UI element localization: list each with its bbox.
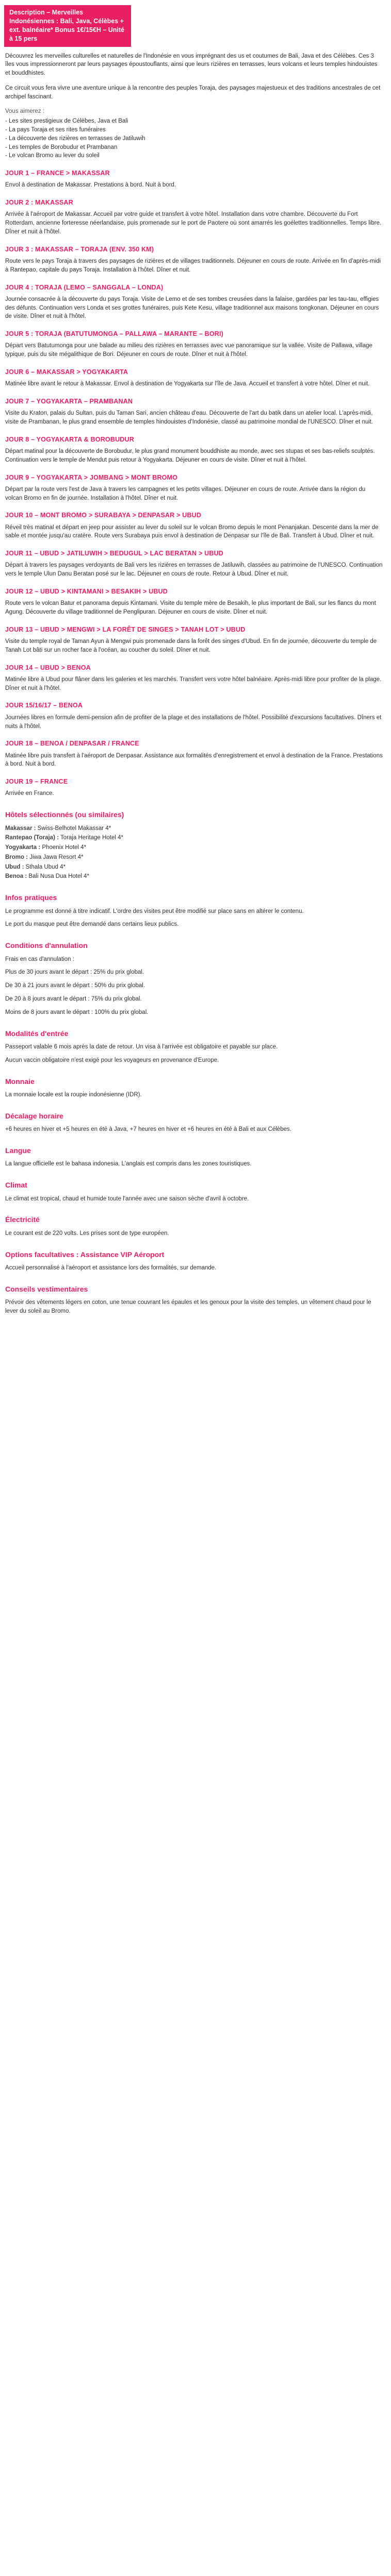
title-banner: Description – Merveilles Indonésiennes : Bali, Java, Célèbes + ext. balnéaire* Bonus 1€/15€H – Unité à 15 pers [4, 5, 131, 47]
hotel-name: Sthala Ubud 4* [24, 863, 66, 870]
itinerary [5, 168, 384, 798]
day-title: JOUR 11 – UBUD > JATILUWIH > BEDUGUL > LAC BERATAN > UBUD [5, 550, 224, 557]
highlights-title: Vous aimerez : [5, 108, 45, 115]
hotel-name: Bali Nusa Dua Hotel 4* [27, 873, 89, 880]
section-paragraph: De 30 à 21 jours avant le départ : 50% du prix global. [5, 982, 145, 989]
highlight-item: - Les sites prestigieux de Célèbes, Java et Bali [5, 118, 128, 125]
section-title: Infos pratiques [5, 893, 57, 902]
section-title: Décalage horaire [5, 1111, 63, 1120]
day-description: Visite du Kraton, palais du Sultan, puis du Taman Sari, ancien château d'eau. Découverte de l'art du batik dans un atelier local. L'après-midi, visite de Prambanan, le plus grand ensemble de temples hindouistes d'Indonésie, classé au patrimoine mondial de l'UNESCO. Dîner et nuit. [5, 410, 373, 425]
day-title: JOUR 4 : TORAJA (LEMO – SANGGALA – LONDA) [5, 283, 164, 291]
section-title: Langue [5, 1146, 31, 1155]
section-paragraph: Le courant est de 220 volts. Les prises sont de type européen. [5, 1230, 169, 1236]
hotel-name: Phoenix Hotel 4* [40, 844, 87, 851]
day-description: Route vers le volcan Batur et panorama depuis Kintamani. Visite du temple mère de Besakih, le plus important de Bali, sur les flancs du mont Agung. Découverte du village traditionnel de Penglipuran. Déjeuner en cours de visite. Dîner et nuit. [5, 600, 376, 616]
intro-paragraph: Ce circuit vous fera vivre une aventure unique à la rencontre des peuples Toraja, des paysages majestueux et des traditions ancestrales de cet archipel fascinant. [5, 84, 381, 100]
section-title: Monnaie [5, 1077, 35, 1086]
day-title: JOUR 2 : MAKASSAR [5, 199, 73, 207]
day-title: JOUR 3 : MAKASSAR – TORAJA (ENV. 350 KM) [5, 245, 154, 253]
section-paragraph: Le climat est tropical, chaud et humide toute l'année avec une saison sèche d'avril à octobre. [5, 1195, 249, 1202]
day-description: Journée consacrée à la découverte du pays Toraja. Visite de Lemo et de ses tombes creusées dans la falaise, gardées par les tau-tau, effigies des défunts. Continuation vers Londa et ses grottes funéraires, puis Kete Kesu, village traditionnel aux maisons tongkonan. Déjeuner en cours de visite. Dîner et nuit à l'hôtel. [5, 296, 379, 320]
day-description: Départ vers Batutumonga pour une balade au milieu des rizières en terrasses avec vue panoramique sur la vallée. Visite de Pallawa, village typique, puis du site mégalithique de Bori. Déjeuner en cours de route. Dîner et nuit à l'hôtel. [5, 343, 372, 358]
section-paragraph: Prévoir des vêtements légers en coton, une tenue couvrant les épaules et les genoux pour la visite des temples, un vêtement chaud pour le lever du soleil au Bromo. [5, 1299, 371, 1315]
day-title: JOUR 9 – YOGYAKARTA > JOMBANG > MONT BROMO [5, 473, 178, 481]
hotel-city: Yogyakarta : [5, 844, 41, 851]
highlight-item: - Les temples de Borobudur et Prambanan [5, 144, 118, 150]
section-paragraph: Plus de 30 jours avant le départ : 25% du prix global. [5, 969, 144, 976]
day-title: JOUR 8 – YOGYAKARTA & BOROBUDUR [5, 435, 134, 443]
day-title: JOUR 6 – MAKASSAR > YOGYAKARTA [5, 368, 128, 376]
day-title: JOUR 5 : TORAJA (BATUTUMONGA – PALLAWA – MARANTE – BORI) [5, 330, 224, 338]
hotel-name: Jiwa Jawa Resort 4* [28, 854, 84, 860]
hotel-city: Makassar : [5, 825, 36, 832]
page [0, 5, 391, 1336]
section-title: Climat [5, 1181, 27, 1190]
highlight-item: - Le volcan Bromo au lever du soleil [5, 152, 100, 159]
hotel-item [5, 834, 384, 842]
day-description: Matinée libre avant le retour à Makassar. Envol à destination de Yogyakarta sur l'île de Java. Accueil et transfert à votre hôtel. Dîner et nuit. [5, 381, 370, 387]
day-title: JOUR 1 – FRANCE > MAKASSAR [5, 170, 110, 177]
day-description: Arrivée en France. [5, 790, 54, 797]
section-title: Modalités d'entrée [5, 1029, 69, 1038]
section-paragraph: Le programme est donné à titre indicatif. L'ordre des visites peut être modifié sur place sans en altérer le contenu. [5, 908, 304, 914]
day-title: JOUR 13 – UBUD > MENGWI > LA FORÊT DE SINGES > TANAH LOT > UBUD [5, 625, 246, 633]
day-description: Matinée libre à Ubud pour flâner dans les galeries et les marchés. Transfert vers votre hôtel balnéaire. Après-midi libre pour profiter de la plage. Dîner et nuit à l'hôtel. [5, 676, 382, 691]
section-paragraph: La monnaie locale est la roupie indonésienne (IDR). [5, 1092, 142, 1098]
hotel-name: Toraja Heritage Hotel 4* [58, 835, 124, 841]
day-title: JOUR 10 – MONT BROMO > SURABAYA > DENPASAR > UBUD [5, 512, 202, 519]
hotel-city: Bromo : [5, 854, 28, 860]
section-paragraph: Accueil personnalisé à l'aéroport et assistance lors des formalités, sur demande. [5, 1265, 217, 1272]
day-title: JOUR 18 – BENOA / DENPASAR / FRANCE [5, 740, 139, 748]
intro-paragraph: Découvrez les merveilles culturelles et naturelles de l'Indonésie en vous imprégnant des us et coutumes de Bali, Java et des Célèbes. Ces 3 îles vous impressionneront par leurs paysages époustouflants, ainsi que leurs rizières en terrasses, leurs volcans et leurs temples hindouistes et bouddhistes. [5, 53, 378, 77]
section-title: Conditions d'annulation [5, 941, 88, 950]
day-description: Départ matinal pour la découverte de Borobudur, le plus grand monument bouddhiste au monde, avec ses stupas et ses bas-reliefs sculptés. Continuation vers le temple de Mendut puis retour à Yogyakarta. Déjeuner en cours de visite. Dîner et nuit à l'hôtel. [5, 448, 375, 463]
day-description: Route vers le pays Toraja à travers des paysages de rizières et de villages traditionnels. Déjeuner en cours de route. Arrivée en fin d'après-midi à Rantepao, capitale du pays Toraja. Installation à l'hôtel. Dîner et nuit. [5, 258, 381, 273]
hotels-title: Hôtels sélectionnés (ou similaires) [5, 810, 124, 819]
hotel-item [5, 824, 384, 833]
main-content [0, 47, 391, 1316]
section-title: Électricité [5, 1215, 40, 1224]
hotel-item [5, 863, 384, 872]
section-paragraph: La langue officielle est le bahasa indonesia. L'anglais est compris dans les zones touristiques. [5, 1161, 252, 1167]
day-description: Envol à destination de Makassar. Prestations à bord. Nuit à bord. [5, 182, 176, 189]
day-title: JOUR 12 – UBUD > KINTAMANI > BESAKIH > UBUD [5, 588, 168, 596]
section-paragraph: De 20 à 8 jours avant le départ : 75% du prix global. [5, 996, 142, 1003]
day-description: Départ à travers les paysages verdoyants de Bali vers les rizières en terrasses de Jatiluwih, classées au patrimoine de l'UNESCO. Continuation vers le temple Ulun Danu Beratan posé sur le lac. Déjeuner en cours de route. Retour à Ubud. Dîner et nuit. [5, 562, 383, 578]
highlight-item: - La pays Toraja et ses rites funéraires [5, 126, 106, 133]
highlight-item: - La découverte des rizières en terrasses de Jatiluwih [5, 135, 145, 142]
highlights-list [5, 117, 384, 160]
section-title: Conseils vestimentaires [5, 1284, 88, 1293]
section-paragraph: Le port du masque peut être demandé dans certains lieux publics. [5, 921, 179, 928]
day-description: Réveil très matinal et départ en jeep pour assister au lever du soleil sur le volcan Bromo depuis le mont Penanjakan. Descente dans la mer de sable et montée jusqu'au cratère. Route vers Surabaya puis envol à destination de Denpasar sur l'île de Bali. Transfert à Ubud. Dîner et nuit. [5, 524, 379, 539]
day-description: Départ par la route vers l'est de Java à travers les campagnes et les petits villages. Déjeuner en cours de route. Arrivée dans la région du volcan Bromo en fin de journée. Installation à l'hôtel. Dîner et nuit. [5, 486, 366, 501]
day-title: JOUR 19 – FRANCE [5, 778, 68, 786]
hotel-city: Rantepao (Toraja) : [5, 835, 59, 841]
hotel-item [5, 872, 384, 881]
section-paragraph: Aucun vaccin obligatoire n'est exigé pour les voyageurs en provenance d'Europe. [5, 1057, 219, 1063]
day-description: Arrivée à l'aéroport de Makassar. Accueil par votre guide et transfert à votre hôtel. Installation dans votre chambre. Découverte du Fort Rotterdam, ancienne forteresse néerlandaise, puis promenade sur le port de Paotere où sont amarrés les goélettes traditionnelles. Temps libre. Dîner et nuit à l'hôtel. [5, 211, 382, 235]
hotel-item [5, 853, 384, 862]
hotel-city: Benoa : [5, 873, 27, 880]
info-sections [5, 892, 384, 1316]
day-title: JOUR 15/16/17 – BENOA [5, 702, 83, 709]
hotel-city: Ubud : [5, 863, 24, 870]
hotel-name: Swiss-Belhotel Makassar 4* [36, 825, 111, 832]
section-title: Options facultatives : Assistance VIP Aéroport [5, 1250, 165, 1259]
day-description: Journées libres en formule demi-pension afin de profiter de la plage et des installations de l'hôtel. Possibilité d'excursions facultatives. Dîners et nuits à l'hôtel. [5, 714, 382, 730]
section-paragraph: Passeport valable 6 mois après la date de retour. Un visa à l'arrivée est obligatoire et payable sur place. [5, 1044, 278, 1050]
section-paragraph: +6 heures en hiver et +5 heures en été à Java, +7 heures en hiver et +6 heures en été à Bali et aux Célèbes. [5, 1126, 291, 1133]
day-title: JOUR 7 – YOGYAKARTA – PRAMBANAN [5, 397, 133, 405]
section-paragraph: Frais en cas d'annulation : [5, 956, 74, 962]
day-title: JOUR 14 – UBUD > BENOA [5, 664, 91, 671]
day-description: Visite du temple royal de Taman Ayun à Mengwi puis promenade dans la forêt des singes d'Ubud. En fin de journée, découverte du temple de Tanah Lot bâti sur un rocher face à l'océan, au coucher du soleil. Dîner et nuit. [5, 638, 377, 653]
hotels-list [5, 824, 384, 882]
intro [5, 52, 384, 101]
section-paragraph: Moins de 8 jours avant le départ : 100% du prix global. [5, 1009, 149, 1015]
day-description: Matinée libre puis transfert à l'aéroport de Denpasar. Assistance aux formalités d'enregistrement et envol à destination de la France. Prestations à bord. Nuit à bord. [5, 752, 383, 768]
hotel-item [5, 843, 384, 852]
